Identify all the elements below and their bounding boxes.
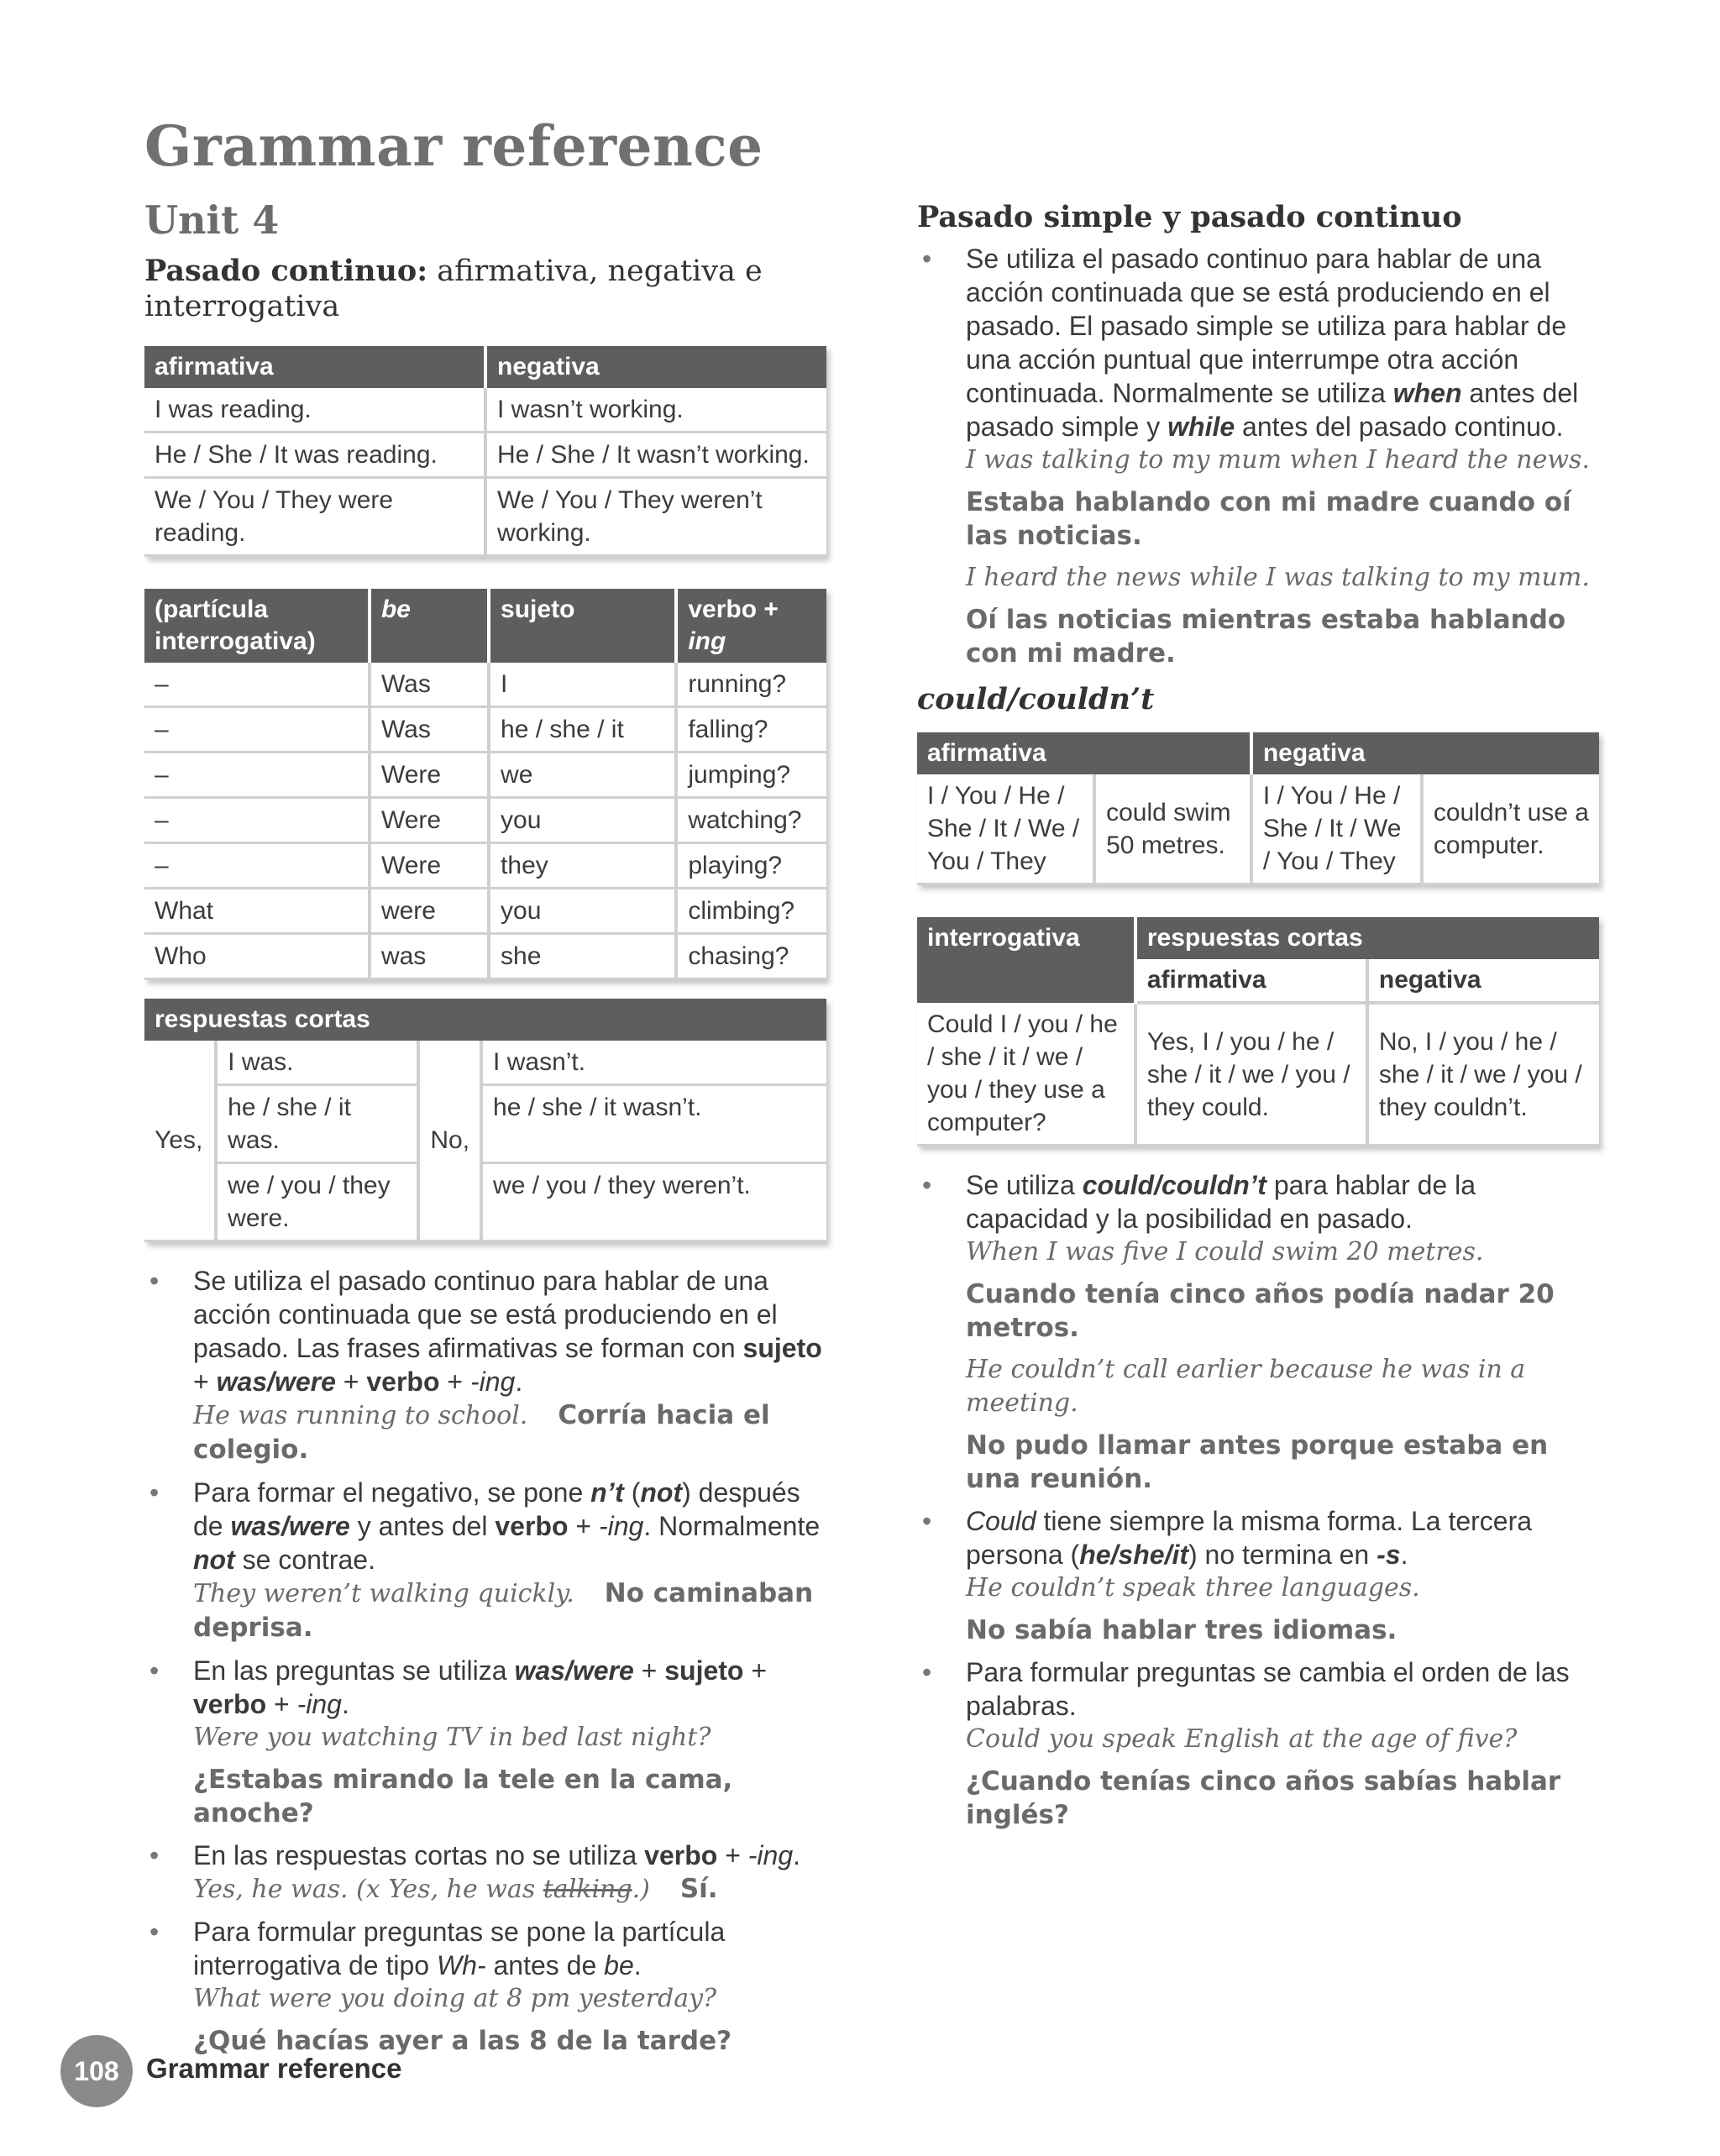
table-row: – Were they playing? (144, 843, 826, 889)
table-row: Who was she chasing? (144, 934, 826, 979)
table-could-affirmative-negative (917, 732, 1599, 885)
section-heading-past-continuous: Pasado continuo: afirmativa, negativa e interrogativa (144, 254, 763, 323)
table-header: negativa (485, 346, 826, 388)
page-number-badge: 108 (60, 2035, 133, 2107)
bullet-list-right-1 (917, 242, 1599, 670)
table-row: I was reading. I wasn’t working. (144, 388, 826, 433)
example-spanish: Estaba hablando con mi madre cuando oí las noticias. (966, 487, 1571, 551)
table-short-answers (144, 999, 826, 1242)
table-header: (partícula interrogativa) (144, 589, 370, 663)
example-spanish: ¿Qué hacías ayer a las 8 de la tarde? (193, 2026, 732, 2056)
list-item: • Para formular preguntas se cambia el orden de las palabras. Could you speak English at the age of five? ¿Cuando tenías cinco años sabías hablar inglés? (917, 1655, 1599, 1832)
list-item: • Para formular preguntas se pone la partícula interrogativa de tipo Wh- antes de be. What were you doing at 8 pm yesterday? ¿Qué hacías ayer a las 8 de la tarde? (144, 1915, 826, 2058)
table-header: interrogativa (917, 917, 1135, 1003)
table-row: – Was he / she / it falling? (144, 707, 826, 753)
footer-label: Grammar reference (146, 2053, 402, 2084)
table-row: I / You / He / She / It / We / You / They could swim 50 metres. I / You / He / She / It / We / You / They couldn’t use a computer. (917, 774, 1599, 884)
table-subheader: negativa (1367, 959, 1599, 1003)
bullet-list-right-2 (917, 1168, 1599, 1832)
table-header: be (370, 589, 489, 663)
table-row: What were you climbing? (144, 889, 826, 934)
table-row: – Were you watching? (144, 798, 826, 843)
example-spanish: No caminaban deprisa. (193, 1578, 814, 1643)
list-item: • En las preguntas se utiliza was/were + sujeto + verbo + -ing. Were you watching TV in bed last night? ¿Estabas mirando la tele en la cama, anoche? (144, 1654, 826, 1830)
table-row: Could I / you / he / she / it / we / you / they use a computer? Yes, I / you / he / she / it / we / you / they could. No, I / you / he / she / it / we / you / they couldn’t. (917, 1003, 1599, 1146)
table-row: we / you / they were. we / you / they weren’t. (144, 1163, 826, 1241)
table-could-interrogative (917, 917, 1599, 1146)
table-header: respuestas cortas (144, 999, 826, 1041)
example-english: He couldn’t call earlier because he was in a meeting. (966, 1355, 1526, 1418)
example-english: Could you speak English at the age of five? (966, 1724, 1518, 1754)
table-row: He / She / It was reading. He / She / It wasn’t working. (144, 433, 826, 478)
table-row: – Were we jumping? (144, 753, 826, 798)
bullet-list-left (144, 1264, 826, 2058)
section-heading-could: could/couldn’t (917, 682, 1155, 716)
right-column (917, 200, 1599, 1840)
left-column (144, 254, 826, 2066)
example-spanish: Corría hacia el colegio. (193, 1400, 770, 1465)
table-past-continuous-affirmative-negative (144, 346, 826, 557)
section-heading-past-simple-continuous: Pasado simple y pasado continuo (917, 200, 1462, 234)
example-spanish: Oí las noticias mientras estaba hablando con mi madre. (966, 605, 1566, 669)
example-english: Were you watching TV in bed last night? (193, 1723, 711, 1752)
table-row: Yes, I was. No, I wasn’t. (144, 1041, 826, 1085)
list-item: • Para formar el negativo, se pone n’t (not) después de was/were y antes del verbo + -ing. Normalmente not se contrae. They weren’t walking quickly. No caminaban deprisa. (144, 1476, 826, 1645)
example-spanish: No sabía hablar tres idiomas. (966, 1615, 1398, 1645)
list-item: • Se utiliza could/couldn’t para hablar de la capacidad y la posibilidad en pasado. When I was five I could swim 20 metres. Cuando tenía cinco años podía nadar 20 metros. He couldn’t call earlier because he was in a meeting. No pudo llamar antes porque estaba en una reunión. (917, 1168, 1599, 1496)
example-spanish: ¿Estabas mirando la tele en la cama, anoche? (193, 1765, 733, 1828)
list-item: • En las respuestas cortas no se utiliza verbo + -ing. Yes, he was. (x Yes, he was talking.) Sí. (144, 1839, 826, 1907)
table-row: he / she / it was. he / she / it wasn’t. (144, 1085, 826, 1163)
example-english: What were you doing at 8 pm yesterday? (193, 1984, 717, 2013)
table-past-continuous-interrogative (144, 589, 826, 980)
example-english: I was talking to my mum when I heard the news. (966, 445, 1590, 475)
table-row: We / You / They were reading. We / You / They weren’t working. (144, 478, 826, 556)
table-subheader: afirmativa (1135, 959, 1367, 1003)
example-spanish: Cuando tenía cinco años podía nadar 20 metros. (966, 1279, 1555, 1343)
example-english: He was running to school. Corría hacia el colegio. (193, 1400, 770, 1465)
table-header: verbo + ing (676, 589, 826, 663)
example-english: When I was five I could swim 20 metres. (966, 1237, 1484, 1267)
example-spanish: Sí. (679, 1874, 718, 1904)
table-row: – Was I running? (144, 663, 826, 707)
example-english: He couldn’t speak three languages. (966, 1573, 1420, 1603)
table-header: sujeto (489, 589, 676, 663)
example-spanish: ¿Cuando tenías cinco años sabías hablar inglés? (966, 1766, 1561, 1830)
unit-title: Unit 4 (144, 197, 280, 243)
example-english: I heard the news while I was talking to my mum. (966, 563, 1590, 592)
page-title: Grammar reference (144, 113, 763, 179)
example-english: Yes, he was. (x Yes, he was talking.) Sí. (193, 1874, 718, 1904)
list-item: • Could tiene siempre la misma forma. La tercera persona (he/she/it) no termina en -s. He couldn’t speak three languages. No sabía hablar tres idiomas. (917, 1504, 1599, 1647)
list-item: • Se utiliza el pasado continuo para hablar de una acción continuada que se está produciendo en el pasado. El pasado simple se utiliza para hablar de una acción puntual que interrumpe otra acción continuada. Normalmente se utiliza when antes del pasado simple y while antes del pasado continuo. I was talking to my mum when I heard the news. Estaba hablando con mi madre cuando oí las noticias. I heard the news while I was talking to my mum. Oí las noticias mientras estaba hablando con mi madre. (917, 242, 1599, 670)
table-header: negativa (1251, 732, 1599, 774)
example-spanish: No pudo llamar antes porque estaba en una reunión. (966, 1430, 1549, 1494)
example-english: They weren’t walking quickly. No caminaban deprisa. (193, 1578, 814, 1643)
table-header: afirmativa (917, 732, 1251, 774)
table-header: afirmativa (144, 346, 485, 388)
table-header: respuestas cortas (1135, 917, 1599, 959)
list-item: • Se utiliza el pasado continuo para hablar de una acción continuada que se está produciendo en el pasado. Las frases afirmativas se forman con sujeto + was/were + verbo + -ing. He was running to school. Corría hacia el colegio. (144, 1264, 826, 1467)
